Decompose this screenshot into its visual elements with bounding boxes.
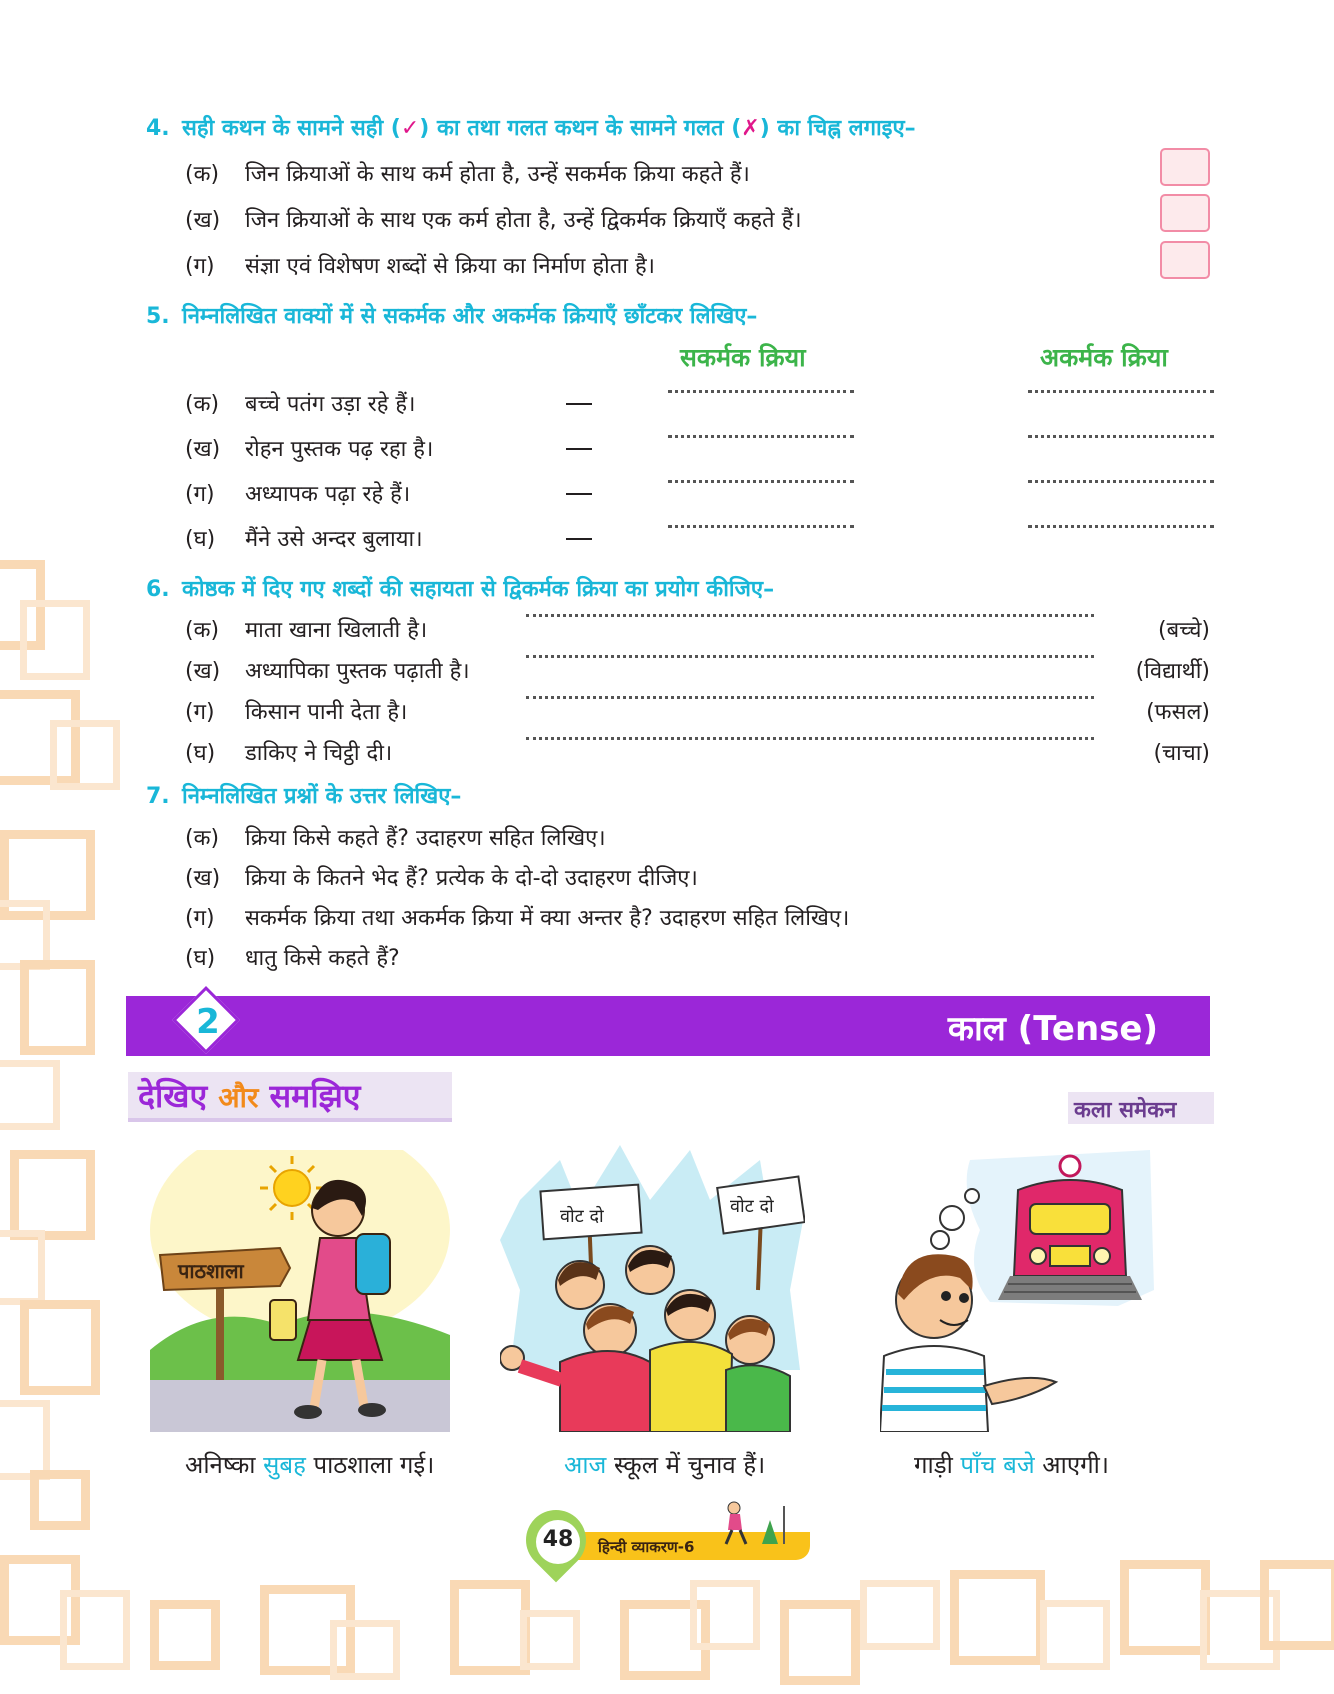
decor-square [10,1150,95,1240]
item-label: (क) [185,826,220,851]
q4-number: 4. [146,116,170,141]
q6-title: कोष्ठक में दिए गए शब्दों की सहायता से द्विकर्मक क्रिया का प्रयोग कीजिए– [182,577,775,602]
sun-icon [274,1170,310,1206]
decor-square [1040,1600,1110,1670]
answer-blank[interactable] [526,696,1094,699]
item-label: (क) [185,618,220,643]
decor-square [20,1300,100,1395]
q6-item [185,614,427,644]
decor-square [150,1600,220,1670]
item-text: किसान पानी देता है। [245,700,408,725]
decor-square [780,1600,860,1685]
q7-item [185,942,400,972]
item-label: (ग) [185,254,215,279]
q6-item [185,655,470,685]
q4-item [185,204,802,234]
caption-text: आएगी। [1034,1451,1109,1479]
decor-square [60,1590,130,1670]
answer-checkbox[interactable] [1160,241,1210,279]
answer-blank[interactable] [1028,435,1214,438]
art-integration-label: कला समेकन [1074,1098,1177,1123]
caption-text: स्कूल में चुनाव हैं। [606,1451,766,1479]
q5-item [185,433,433,463]
q5-item [185,388,415,418]
hint-word: (विद्यार्थी) [1135,659,1210,684]
hint-word: (चाचा) [1153,741,1210,766]
item-text: डाकिए ने चिट्ठी दी। [245,741,393,766]
footer-runner-icon [718,1500,790,1548]
decor-square [0,1400,50,1480]
q4-item [185,158,750,188]
column-intransitive: अकर्मक क्रिया [1040,343,1168,372]
answer-blank[interactable] [668,390,854,393]
item-label: (ख) [185,437,221,462]
q6-number: 6. [146,577,170,602]
tick-mark: ✓ [400,116,420,141]
answer-blank[interactable] [526,737,1094,740]
hint-word: (बच्चे) [1158,618,1210,643]
q7-heading [146,780,461,810]
answer-checkbox[interactable] [1160,148,1210,186]
decor-square [0,1060,60,1130]
answer-checkbox[interactable] [1160,194,1210,232]
answer-blank[interactable] [526,655,1094,658]
caption-time-word: सुबह [263,1451,306,1479]
item-text: जिन क्रियाओं के साथ कर्म होता है, उन्हें सकर्मक क्रिया कहते हैं। [245,162,750,187]
item-label: (ख) [185,208,221,233]
section-word-samajhie: समझिए [269,1077,361,1115]
decor-square [0,1230,45,1305]
signboard-text: पाठशाला [178,1259,244,1283]
book-title: हिन्दी व्याकरण-6 [598,1538,695,1556]
decor-square [690,1580,760,1650]
q5-item [185,478,410,508]
answer-blank[interactable] [668,435,854,438]
section-heading-text [138,1074,361,1117]
item-label: (क) [185,162,220,187]
item-label: (घ) [185,946,216,971]
item-text: अध्यापक पढ़ा रहे हैं। [245,482,411,507]
dash [566,538,592,540]
chapter-number: 2 [196,1002,220,1042]
decor-square [1260,1560,1334,1650]
page-number: 48 [542,1527,574,1552]
decor-square [20,600,90,680]
item-label: (क) [185,392,220,417]
item-text: मैंने उसे अन्दर बुलाया। [245,527,423,552]
decor-square [30,1470,90,1530]
q6-heading [146,573,774,603]
item-label: (ग) [185,700,215,725]
q7-item [185,862,698,892]
answer-blank[interactable] [1028,390,1214,393]
cross-mark: ✗ [741,116,760,141]
section-word-aur: और [218,1081,259,1114]
answer-blank[interactable] [1028,525,1214,528]
item-text: माता खाना खिलाती है। [245,618,428,643]
caption-time-word: पाँच बजे [960,1451,1035,1479]
hint-word: (फसल) [1146,700,1210,725]
decor-square [860,1580,940,1650]
q4-title-c: ) का चिह्न लगाइए– [759,116,916,141]
q4-title-b: ) का तथा गलत कथन के सामने गलत ( [419,116,742,141]
item-text: रोहन पुस्तक पढ़ रहा है। [245,437,434,462]
answer-blank[interactable] [526,614,1094,617]
item-text: अध्यापिका पुस्तक पढ़ाती है। [245,659,470,684]
q5-number: 5. [146,304,170,329]
item-text: बच्चे पतंग उड़ा रहे हैं। [245,392,416,417]
decor-square [50,720,120,790]
item-text: क्रिया के कितने भेद हैं? प्रत्येक के दो-दो उदाहरण दीजिए। [245,866,698,891]
caption-text: गाड़ी [914,1451,961,1479]
column-transitive: सकर्मक क्रिया [680,343,806,372]
decor-square [520,1610,580,1670]
q7-number: 7. [146,784,170,809]
q7-item [185,822,606,852]
illustration-school-girl [150,1150,450,1432]
section-word-dekhie: देखिए [138,1077,208,1115]
q6-item [185,737,392,767]
decor-square [330,1620,400,1680]
dash [566,448,592,450]
q4-title-a: सही कथन के सामने सही ( [182,116,401,141]
item-label: (घ) [185,741,216,766]
answer-blank[interactable] [1028,480,1214,483]
q4-item [185,250,655,280]
decor-square [20,960,95,1055]
q5-heading [146,300,757,330]
item-label: (ग) [185,906,215,931]
answer-blank[interactable] [668,480,854,483]
q7-title: निम्नलिखित प्रश्नों के उत्तर लिखिए– [182,784,462,809]
placard-text: वोट दो [560,1206,604,1227]
caption-train [914,1448,1109,1481]
caption-election [564,1448,765,1481]
decor-square [950,1570,1045,1665]
item-label: (घ) [185,527,216,552]
item-label: (ख) [185,866,221,891]
dash [566,493,592,495]
q5-title: निम्नलिखित वाक्यों में से सकर्मक और अकर्मक क्रियाएँ छाँटकर लिखिए– [182,304,758,329]
chapter-title: काल (Tense) [947,1009,1158,1049]
item-label: (ख) [185,659,221,684]
caption-text: अनिष्का [185,1451,264,1479]
item-text: धातु किसे कहते हैं? [245,946,400,971]
illustration-boy-train [880,1150,1156,1432]
decor-square [450,1580,530,1675]
q7-item [185,902,849,932]
answer-blank[interactable] [668,525,854,528]
illustration-election-rally [500,1140,805,1432]
caption-school-girl [185,1448,434,1481]
q5-item [185,523,423,553]
item-text: संज्ञा एवं विशेषण शब्दों से क्रिया का निर्माण होता है। [245,254,656,279]
placard-text: वोट दो [730,1196,774,1217]
item-text: क्रिया किसे कहते हैं? उदाहरण सहित लिखिए। [245,826,606,851]
item-label: (ग) [185,482,215,507]
q6-item [185,696,407,726]
item-text: जिन क्रियाओं के साथ एक कर्म होता है, उन्हें द्विकर्मक क्रियाएँ कहते हैं। [245,208,802,233]
caption-time-word: आज [564,1451,607,1479]
q4-heading [146,112,916,142]
dash [566,403,592,405]
caption-text: पाठशाला गई। [305,1451,435,1479]
decor-square [1120,1560,1210,1655]
item-text: सकर्मक क्रिया तथा अकर्मक क्रिया में क्या अन्तर है? उदाहरण सहित लिखिए। [245,906,850,931]
